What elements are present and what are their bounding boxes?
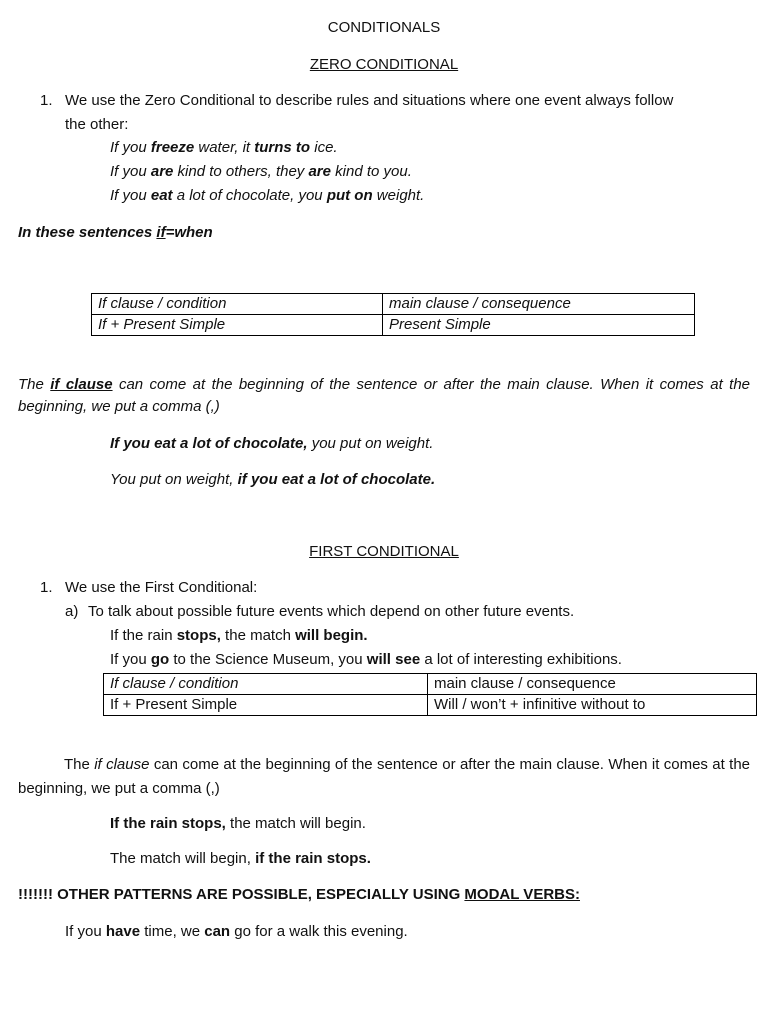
first-heading: FIRST CONDITIONAL [309, 543, 459, 560]
zero-table-header-condition: If clause / condition [92, 294, 383, 315]
other-patterns-warning: !!!!!!! OTHER PATTERNS ARE POSSIBLE, ESPECIALLY USING MODAL VERBS: [18, 886, 580, 903]
zero-note: In these sentences if=when [18, 224, 213, 241]
first-table-header-consequence: main clause / consequence [428, 674, 757, 695]
modal-example: If you have time, we can go for a walk this evening. [65, 923, 408, 940]
first-sub-text: To talk about possible future events which depend on other future events. [88, 603, 575, 620]
first-example-b: The match will begin, if the rain stops. [110, 850, 371, 867]
zero-item-text-line2: the other: [65, 116, 129, 133]
first-example-2: If you go to the Science Museum, you will see a lot of interesting exhibitions. [110, 651, 622, 668]
table-row [92, 315, 695, 336]
zero-example-2: If you are kind to others, they are kind to you. [110, 163, 412, 180]
zero-heading: ZERO CONDITIONAL [309, 56, 459, 73]
first-table-cell-consequence: Will / won’t + infinitive without to [428, 695, 757, 716]
doc-title: CONDITIONALS [327, 19, 441, 36]
first-item-number: 1. [40, 579, 53, 596]
zero-item-number: 1. [40, 92, 53, 109]
first-paragraph: The if clause can come at the beginning of the sentence or after the main clause. When it comes at the beginning, we put a comma (,) [18, 756, 751, 797]
zero-paragraph: The if clause can come at the beginning of the sentence or after the main clause. When it comes at the beginning, we put a comma (,) [18, 376, 751, 415]
first-item-text: We use the First Conditional: [65, 579, 258, 596]
zero-item-text-line1: We use the Zero Conditional to describe rules and situations where one event always follow [65, 92, 674, 109]
zero-example-3: If you eat a lot of chocolate, you put on weight. [110, 187, 425, 204]
zero-table [91, 293, 695, 336]
table-row [92, 294, 695, 315]
first-example-1: If the rain stops, the match will begin. [110, 627, 368, 644]
zero-table-header-consequence: main clause / consequence [383, 294, 695, 315]
table-row [104, 695, 757, 716]
zero-example-1: If you freeze water, it turns to ice. [110, 139, 338, 156]
first-table-cell-condition: If + Present Simple [104, 695, 428, 716]
zero-table-cell-condition: If + Present Simple [92, 315, 383, 336]
zero-example-a: If you eat a lot of chocolate, you put on weight. [110, 435, 434, 452]
zero-table-cell-consequence: Present Simple [383, 315, 695, 336]
first-table [103, 673, 757, 716]
table-row [104, 674, 757, 695]
first-sub-label: a) [65, 603, 79, 620]
first-example-a: If the rain stops, the match will begin. [110, 815, 366, 832]
zero-example-b: You put on weight, if you eat a lot of chocolate. [110, 471, 436, 488]
first-table-header-condition: If clause / condition [104, 674, 428, 695]
